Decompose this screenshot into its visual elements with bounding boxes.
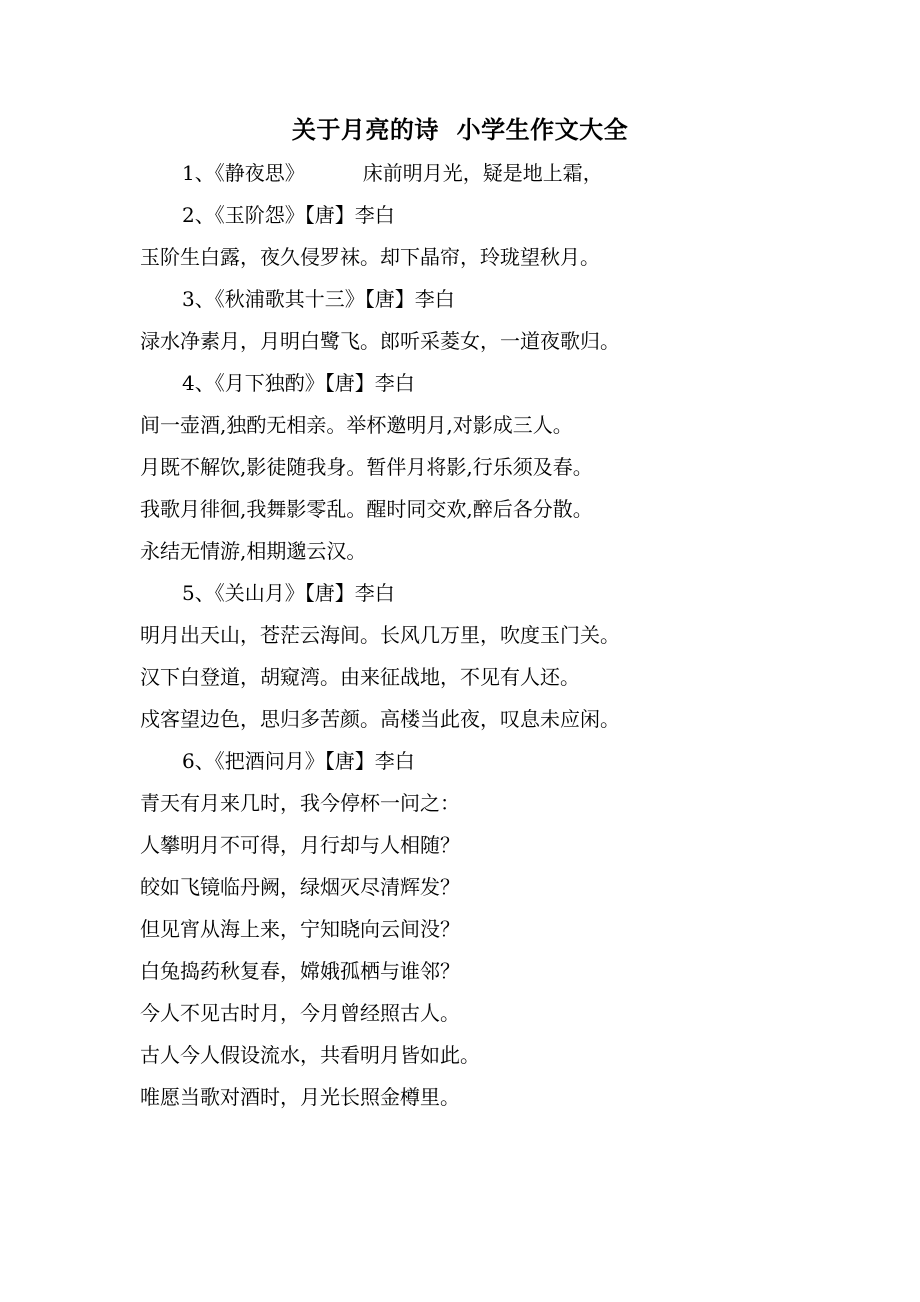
verse-text: 青天有月来几时，我今停杯一问之： [140,791,460,815]
poem-verse-line [140,1034,800,1076]
poem-verse-line [140,950,800,992]
verse-text: 但见宵从海上来，宁知晓向云间没？ [140,917,460,941]
poem-verse-line [140,656,800,698]
poem-heading [140,362,800,404]
poem-heading [140,152,800,194]
poem-verse-line [140,614,800,656]
poem-verse-line [140,488,800,530]
poem-heading [140,278,800,320]
poem-list [140,152,800,1118]
poem-verse-line [140,908,800,950]
poem-verse-line [140,992,800,1034]
poem-heading [140,194,800,236]
inline-verse-text: 床前明月光，疑是地上霜， [362,161,603,185]
verse-text: 我歌月徘徊,我舞影零乱。醒时同交欢,醉后各分散。 [140,497,593,521]
verse-text: 玉阶生白露，夜久侵罗袜。却下晶帘，玲珑望秋月。 [140,245,600,269]
poem-verse-line [140,698,800,740]
verse-text: 白兔捣药秋复春，嫦娥孤栖与谁邻？ [140,959,460,983]
poem-heading-text: 1、《静夜思》 [182,161,305,185]
verse-text: 古人今人假设流水，共看明月皆如此。 [140,1043,480,1067]
poem-verse-line [140,1076,800,1118]
poem-verse-line [140,236,800,278]
verse-text: 渌水净素月，月明白鹭飞。郎听采菱女，一道夜歌归。 [140,329,620,353]
page-title: 关于月亮的诗 小学生作文大全 [291,115,629,144]
verse-text: 永结无情游,相期邈云汉。 [140,539,367,563]
verse-text: 今人不见古时月，今月曾经照古人。 [140,1001,460,1025]
poem-verse-line [140,866,800,908]
poem-heading [140,740,800,782]
poem-verse-line [140,404,800,446]
poem-heading-text: 5、《关山月》【唐】李白 [182,581,395,605]
poem-verse-line [140,320,800,362]
poem-heading-text: 4、《月下独酌》【唐】李白 [182,371,415,395]
verse-text: 明月出天山，苍茫云海间。长风几万里，吹度玉门关。 [140,623,620,647]
verse-text: 汉下白登道，胡窥湾。由来征战地，不见有人还。 [140,665,580,689]
poem-heading-text: 2、《玉阶怨》【唐】李白 [182,203,395,227]
verse-text: 人攀明月不可得，月行却与人相随？ [140,833,460,857]
verse-text: 皎如飞镜临丹阙，绿烟灭尽清辉发？ [140,875,460,899]
verse-text: 间一壶酒,独酌无相亲。举杯邀明月,对影成三人。 [140,413,573,437]
verse-text: 戍客望边色，思归多苦颜。高楼当此夜，叹息未应闲。 [140,707,620,731]
poem-heading-text: 3、《秋浦歌其十三》【唐】李白 [182,287,455,311]
verse-text: 唯愿当歌对酒时，月光长照金樽里。 [140,1085,460,1109]
poem-heading [140,572,800,614]
poem-verse-line [140,782,800,824]
poem-heading-text: 6、《把酒问月》【唐】李白 [182,749,415,773]
verse-text: 月既不解饮,影徒随我身。暂伴月将影,行乐须及春。 [140,455,593,479]
poem-verse-line [140,824,800,866]
poem-verse-line [140,530,800,572]
poem-verse-line [140,446,800,488]
